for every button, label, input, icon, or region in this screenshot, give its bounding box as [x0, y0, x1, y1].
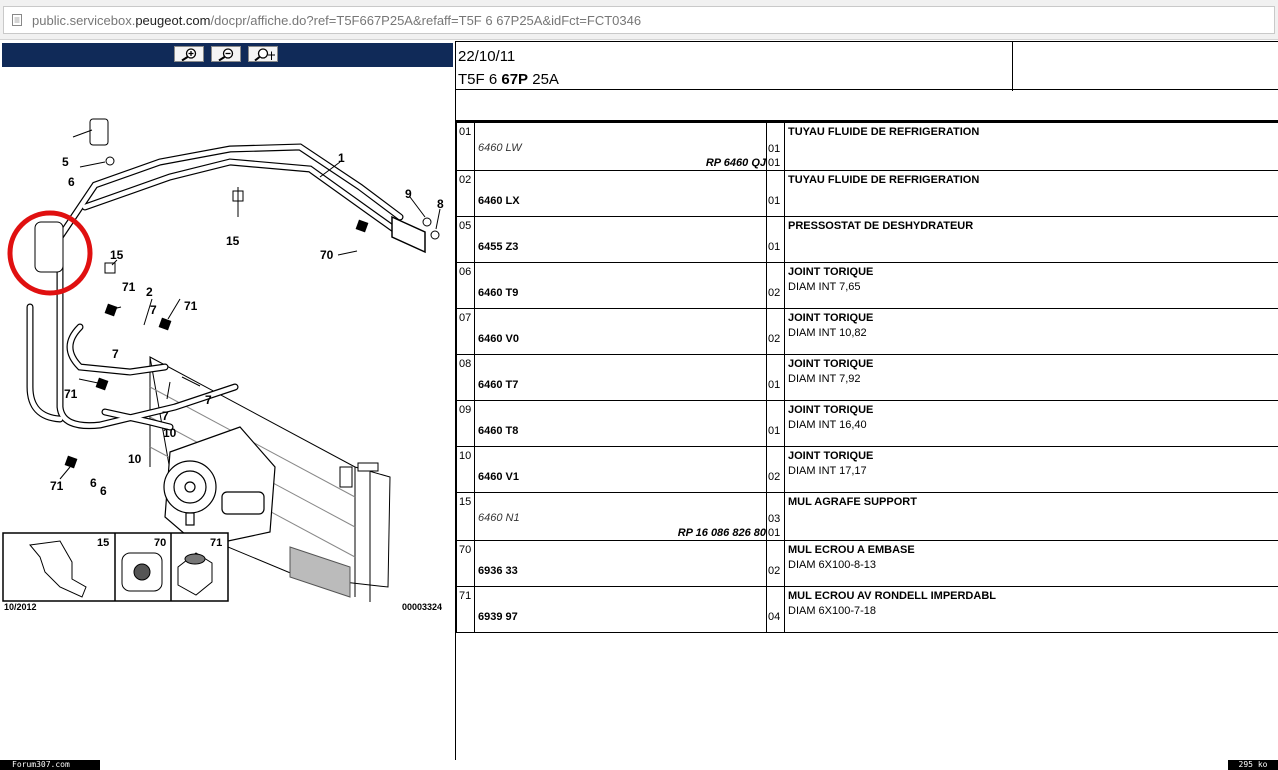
table-row[interactable] [457, 171, 1278, 217]
callout-7-d: 7 [162, 409, 169, 423]
parts-pane [456, 41, 1278, 760]
legend-num-71: 71 [210, 537, 223, 549]
header-date: 22/10/11 [458, 48, 516, 65]
replacement-reference[interactable]: RP 16 086 826 80 [677, 527, 766, 539]
diagram-date: 10/2012 [4, 602, 37, 612]
part-reference[interactable]: 6455 Z3 [478, 241, 519, 253]
designation-detail: DIAM INT 17,17 [788, 465, 867, 477]
quantity: 04 [768, 611, 781, 623]
designation-detail: DIAM 6X100-8-13 [788, 559, 877, 571]
magnifier-move-icon [254, 48, 276, 61]
callout-1: 1 [338, 151, 345, 165]
qty-cell [767, 309, 785, 355]
qty-cell [767, 217, 785, 263]
ref-cell[interactable] [475, 171, 767, 217]
designation-detail: DIAM INT 7,65 [788, 281, 861, 293]
designation-cell [785, 541, 1278, 587]
quantity: 02 [768, 333, 781, 345]
old-reference[interactable]: 6460 LW [478, 142, 522, 154]
rep-cell [457, 309, 475, 355]
designation-cell [785, 493, 1278, 541]
table-row[interactable] [457, 217, 1278, 263]
url-domain: peugeot.com [135, 13, 211, 28]
rep-cell [457, 263, 475, 309]
designation-cell [785, 355, 1278, 401]
page-icon [11, 14, 23, 26]
callout-71-b: 71 [184, 299, 198, 313]
callout-8: 8 [437, 197, 444, 211]
ref-cell[interactable] [475, 493, 767, 541]
rep-cell [457, 541, 475, 587]
zoom-out-button[interactable] [211, 46, 241, 62]
table-row[interactable] [457, 123, 1278, 171]
table-row[interactable] [457, 309, 1278, 355]
parts-header [456, 41, 1278, 90]
rep-cell [457, 355, 475, 401]
callout-2: 2 [146, 285, 153, 299]
callout-7-a: 7 [150, 303, 157, 317]
ref-cell[interactable] [475, 355, 767, 401]
designation-title: MUL ECROU A EMBASE [788, 544, 915, 556]
quantity-replacement: 01 [768, 527, 781, 539]
table-row[interactable] [457, 401, 1278, 447]
rep-number: 70 [459, 544, 472, 556]
qty-cell [767, 123, 785, 171]
callout-6-a: 6 [90, 476, 97, 490]
qty-cell [767, 541, 785, 587]
url-text[interactable] [32, 13, 641, 28]
designation-title: MUL AGRAFE SUPPORT [788, 496, 917, 508]
quantity: 02 [768, 565, 781, 577]
size-badge: 295 ko [1228, 760, 1278, 770]
qty-cell [767, 447, 785, 493]
callout-71-c: 71 [64, 387, 78, 401]
rep-number: 06 [459, 266, 472, 278]
callout-70: 70 [320, 248, 334, 262]
designation-title: JOINT TORIQUE [788, 266, 874, 278]
qty-cell [767, 171, 785, 217]
designation-cell [785, 447, 1278, 493]
callout-71-d: 71 [50, 479, 64, 493]
callout-71-a: 71 [122, 280, 136, 294]
part-reference[interactable]: 6460 V0 [478, 333, 519, 345]
quantity: 01 [768, 379, 781, 391]
designation-title: TUYAU FLUIDE DE REFRIGERATION [788, 126, 980, 138]
magnifier-plus-icon [180, 48, 200, 61]
qty-cell [767, 401, 785, 447]
browser-address-bar [0, 0, 1278, 40]
designation-title: JOINT TORIQUE [788, 450, 874, 462]
quantity: 01 [768, 241, 781, 253]
quantity: 01 [768, 425, 781, 437]
callout-5: 5 [62, 155, 69, 169]
qty-cell [767, 493, 785, 541]
designation-title: JOINT TORIQUE [788, 312, 874, 324]
callout-10-b: 10 [128, 452, 142, 466]
designation-detail: DIAM 6X100-7-18 [788, 605, 877, 617]
part-reference[interactable]: 6936 33 [478, 565, 518, 577]
rep-cell [457, 123, 475, 171]
ref-cell[interactable] [475, 217, 767, 263]
rep-number: 05 [459, 220, 472, 232]
zoom-in-button[interactable] [174, 46, 204, 62]
rep-number: 02 [459, 174, 472, 186]
quantity: 02 [768, 287, 781, 299]
designation-cell [785, 217, 1278, 263]
callout-15: 15 [110, 248, 124, 262]
table-row[interactable] [457, 355, 1278, 401]
rep-cell [457, 587, 475, 633]
designation-detail: DIAM INT 7,92 [788, 373, 861, 385]
ref-cell[interactable] [475, 447, 767, 493]
table-row[interactable] [457, 587, 1278, 633]
table-row[interactable] [457, 263, 1278, 309]
replacement-reference[interactable]: RP 6460 QJ [705, 157, 766, 169]
table-row[interactable] [457, 493, 1278, 541]
part-reference[interactable]: 6460 V1 [478, 471, 519, 483]
old-reference[interactable]: 6460 N1 [478, 512, 520, 524]
callout-6-b: 6 [100, 484, 107, 498]
table-row[interactable] [457, 541, 1278, 587]
url-path: /docpr/affiche.do?ref=T5F667P25A&refaff=T5F 6 67P25A&idFct=FCT0346 [210, 13, 642, 28]
quantity: 02 [768, 471, 781, 483]
header-gap [456, 90, 1278, 122]
rep-number: 07 [459, 312, 472, 324]
designation-cell [785, 171, 1278, 217]
callout-7-b: 7 [112, 347, 119, 361]
forum-watermark: Forum307.com [0, 760, 100, 770]
qty-cell [767, 263, 785, 309]
refrigerant-pipes [30, 147, 405, 427]
designation-detail: DIAM INT 16,40 [788, 419, 867, 431]
header-ref [458, 71, 559, 88]
rep-cell [457, 493, 475, 541]
part-reference[interactable]: 6460 T7 [478, 379, 519, 391]
table-row[interactable] [457, 447, 1278, 493]
rep-number: 71 [459, 590, 472, 602]
header-ref-a: T5F 6 [458, 71, 502, 88]
rep-number: 15 [459, 496, 472, 508]
part-reference[interactable]: 6460 LX [478, 195, 520, 207]
quantity: 03 [768, 513, 781, 525]
rep-number: 08 [459, 358, 472, 370]
ref-cell[interactable] [475, 263, 767, 309]
part-reference[interactable]: 6939 97 [478, 611, 518, 623]
designation-cell [785, 587, 1278, 633]
diagram-ref: 00003324 [402, 602, 443, 612]
rep-number: 09 [459, 404, 472, 416]
callout-7-c: 7 [205, 393, 212, 407]
ref-cell[interactable] [475, 123, 767, 171]
part-reference[interactable]: 6460 T8 [478, 425, 519, 437]
rep-cell [457, 171, 475, 217]
designation-title: JOINT TORIQUE [788, 404, 874, 416]
designation-cell [785, 309, 1278, 355]
designation-cell [785, 263, 1278, 309]
zoom-pan-button[interactable] [248, 46, 278, 62]
url-field[interactable] [3, 6, 1275, 34]
designation-detail: DIAM INT 10,82 [788, 327, 867, 339]
qty-cell [767, 355, 785, 401]
legend-num-15: 15 [97, 537, 110, 549]
quantity: 01 [768, 143, 781, 155]
ref-cell[interactable] [475, 401, 767, 447]
ref-cell[interactable] [475, 587, 767, 633]
rep-cell [457, 401, 475, 447]
parts-table [456, 122, 1278, 633]
designation-title: TUYAU FLUIDE DE REFRIGERATION [788, 174, 980, 186]
quantity-replacement: 01 [768, 157, 781, 169]
callout-10-a: 10 [163, 426, 177, 440]
header-ref-b: 67P [501, 71, 529, 88]
rep-cell [457, 447, 475, 493]
rep-number: 01 [459, 126, 472, 138]
callout-9: 9 [405, 187, 412, 201]
designation-title: MUL ECROU AV RONDELL IMPERDABL [788, 590, 996, 602]
ref-cell[interactable] [475, 541, 767, 587]
rep-number: 10 [459, 450, 472, 462]
callout-15-top: 15 [226, 234, 240, 248]
diagram-pane [0, 41, 455, 770]
qty-cell [767, 587, 785, 633]
designation-title: PRESSOSTAT DE DESHYDRATEUR [788, 220, 974, 232]
quantity: 01 [768, 195, 781, 207]
diagram-legend [3, 533, 228, 601]
designation-cell [785, 123, 1278, 171]
magnifier-minus-icon [217, 48, 237, 61]
header-ref-c: 25A [528, 71, 559, 88]
callout-6: 6 [68, 175, 75, 189]
ref-cell[interactable] [475, 309, 767, 355]
designation-cell [785, 401, 1278, 447]
header-separator [1012, 42, 1013, 91]
url-prefix: public.servicebox. [32, 13, 136, 28]
part-reference[interactable]: 6460 T9 [478, 287, 519, 299]
designation-title: JOINT TORIQUE [788, 358, 874, 370]
rep-cell [457, 217, 475, 263]
legend-num-70: 70 [154, 537, 167, 549]
parts-diagram [0, 67, 455, 602]
zoom-toolbar [2, 43, 453, 67]
